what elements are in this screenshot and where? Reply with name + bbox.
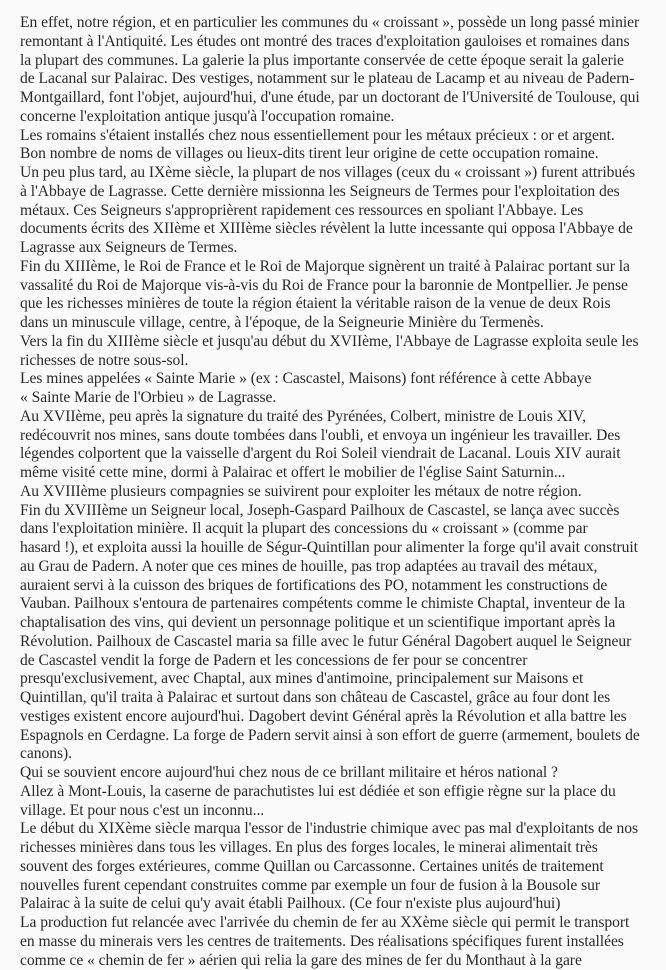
text-line: Espagnols en Cerdagne. La forge de Padern servit ainsi à son effort de guerre (armement, boulets de — [20, 727, 660, 746]
text-line: en masse du minerais vers les centres de traitements. Des réalisations spécifiques furent installées — [20, 933, 660, 952]
text-line: Palairac à la suite de celui qu'y avait établi Pailhoux. (Ce four n'existe plus aujourd'hui) — [20, 895, 660, 914]
text-line: même visité cette mine, dormi à Palairac et offert le mobilier de l'église Saint Saturnin... — [20, 464, 660, 483]
document-body — [20, 14, 660, 970]
text-line: Les romains s'étaient installés chez nous essentiellement pour les métaux précieux : or et argent. — [20, 127, 660, 146]
text-line: dans un minuscule village, centre, à l'époque, de la Seigneurie Minière du Termenès. — [20, 314, 660, 333]
text-line: Vers la fin du XIIIème siècle et jusqu'au début du XVIIème, l'Abbaye de Lagrasse exploita seule les — [20, 333, 660, 352]
text-line: Fin du XIIIème, le Roi de France et le Roi de Majorque signèrent un traité à Palairac portant sur la — [20, 258, 660, 277]
text-line: auraient servi à la cuisson des briques de fortifications des PO, notamment les constructions de — [20, 577, 660, 596]
text-line: presqu'exclusivement, avec Chaptal, aux mines d'antimoine, principalement sur Maisons et — [20, 670, 660, 689]
text-line: Quintillan, qu'il traita à Palairac et surtout dans son château de Cascastel, grâce au four dont les — [20, 689, 660, 708]
text-line: redécouvrit nos mines, sans doute tombées dans l'oubli, et envoya un ingénieur les travailler. Des — [20, 427, 660, 446]
text-line: souvent des forges extérieures, comme Quillan ou Carcassonne. Certaines unités de traitement — [20, 858, 660, 877]
text-line: Révolution. Pailhoux de Cascastel maria sa fille avec le futur Général Dagobert auquel le Seigneur — [20, 633, 660, 652]
text-line: Fin du XVIIIème un Seigneur local, Joseph-Gaspard Pailhoux de Cascastel, se lança avec succès — [20, 502, 660, 521]
text-line: Lagrasse aux Seigneurs de Termes. — [20, 239, 660, 258]
text-line: Un peu plus tard, au IXème siècle, la plupart de nos villages (ceux du « croissant ») furent attribués — [20, 164, 660, 183]
text-line: de Cascastel vendit la forge de Padern et les concessions de fer pour se concentrer — [20, 652, 660, 671]
text-line: canons). — [20, 745, 660, 764]
text-line: documents écrits des XIIème et XIIIème siècles révèlent la lutte incessante qui opposa l'Abbaye de — [20, 220, 660, 239]
text-line: nouvelles furent cependant construites comme par exemple un four de fusion à la Bousole sur — [20, 877, 660, 896]
text-line: métaux. Ces Seigneurs s'approprièrent rapidement ces ressources en spoliant l'Abbaye. Les — [20, 202, 660, 221]
text-line: Au XVIIème, peu après la signature du traité des Pyrénées, Colbert, ministre de Louis XIV, — [20, 408, 660, 427]
text-line: Montgaillard, font l'objet, aujourd'hui, d'une étude, par un doctorant de l'Université de Toulouse, qui — [20, 89, 660, 108]
text-line: vestiges existent encore aujourd'hui. Dagobert devint Général après la Révolution et alla battre les — [20, 708, 660, 727]
text-line: En effet, notre région, et en particulier les communes du « croissant », possède un long passé minier — [20, 14, 660, 33]
text-line: concerne l'exploitation antique jusqu'à l'occupation romaine. — [20, 108, 660, 127]
text-line: de Lacanal sur Palairac. Des vestiges, notamment sur le plateau de Lacamp et au niveau de Padern- — [20, 70, 660, 89]
text-line: dans l'exploitation minière. Il acquit la plupart des concessions du « croissant » (comme par — [20, 520, 660, 539]
text-line: « Sainte Marie de l'Orbieu » de Lagrasse. — [20, 389, 660, 408]
text-line: village. Et pour nous c'est un inconnu... — [20, 802, 660, 821]
text-line: que les richesses minières de toute la région étaient la véritable raison de la venue de deux Rois — [20, 295, 660, 314]
text-line: Le début du XIXème siècle marqua l'essor de l'industrie chimique avec pas mal d'exploitants de nos — [20, 820, 660, 839]
text-line: légendes colportent que la vaisselle d'argent du Roi Soleil viendrait de Lacanal. Louis XIV aurait — [20, 445, 660, 464]
text-line: richesses de notre sous-sol. — [20, 352, 660, 371]
text-line: Les mines appelées « Sainte Marie » (ex : Cascastel, Maisons) font référence à cette Abbaye — [20, 370, 660, 389]
text-line: hasard !), et exploita aussi la houille de Ségur-Quintillan pour alimenter la forge qu'il avait construit — [20, 539, 660, 558]
text-line: Bon nombre de noms de villages ou lieux-dits tirent leur origine de cette occupation romaine. — [20, 145, 660, 164]
text-line: Au XVIIIème plusieurs compagnies se suivirent pour exploiter les métaux de notre région. — [20, 483, 660, 502]
text-line: chaptalisation des vins, qui devient un personnage politique et un scientifique important après la — [20, 614, 660, 633]
text-line: La production fut relancée avec l'arrivée du chemin de fer au XXème siècle qui permit le transport — [20, 914, 660, 933]
text-line: Vauban. Pailhoux s'entoura de partenaires compétents comme le chimiste Chaptal, inventeur de la — [20, 595, 660, 614]
text-line: la plupart des communes. La galerie la plus importante conservée de cette époque serait la galerie — [20, 52, 660, 71]
text-line: vassalité du Roi de Majorque vis-à-vis du Roi de France pour la baronnie de Montpellier. Je pense — [20, 277, 660, 296]
text-line: Allez à Mont-Louis, la caserne de parachutistes lui est dédiée et son effigie règne sur la place du — [20, 783, 660, 802]
text-line: comme ce « chemin de fer » aérien qui relia la gare des mines de fer du Monthaut à la gare — [20, 952, 660, 970]
text-line: à l'Abbaye de Lagrasse. Cette dernière missionna les Seigneurs de Termes pour l'exploitation des — [20, 183, 660, 202]
text-line: Qui se souvient encore aujourd'hui chez nous de ce brillant militaire et héros national ? — [20, 764, 660, 783]
text-line: richesses minières dans tous les villages. En plus des forges locales, le minerai alimentait très — [20, 839, 660, 858]
text-line: au Grau de Padern. A noter que ces mines de houille, pas trop adaptées au travail des métaux, — [20, 558, 660, 577]
text-line: remontant à l'Antiquité. Les études ont montré des traces d'exploitation gauloises et romaines dans — [20, 33, 660, 52]
